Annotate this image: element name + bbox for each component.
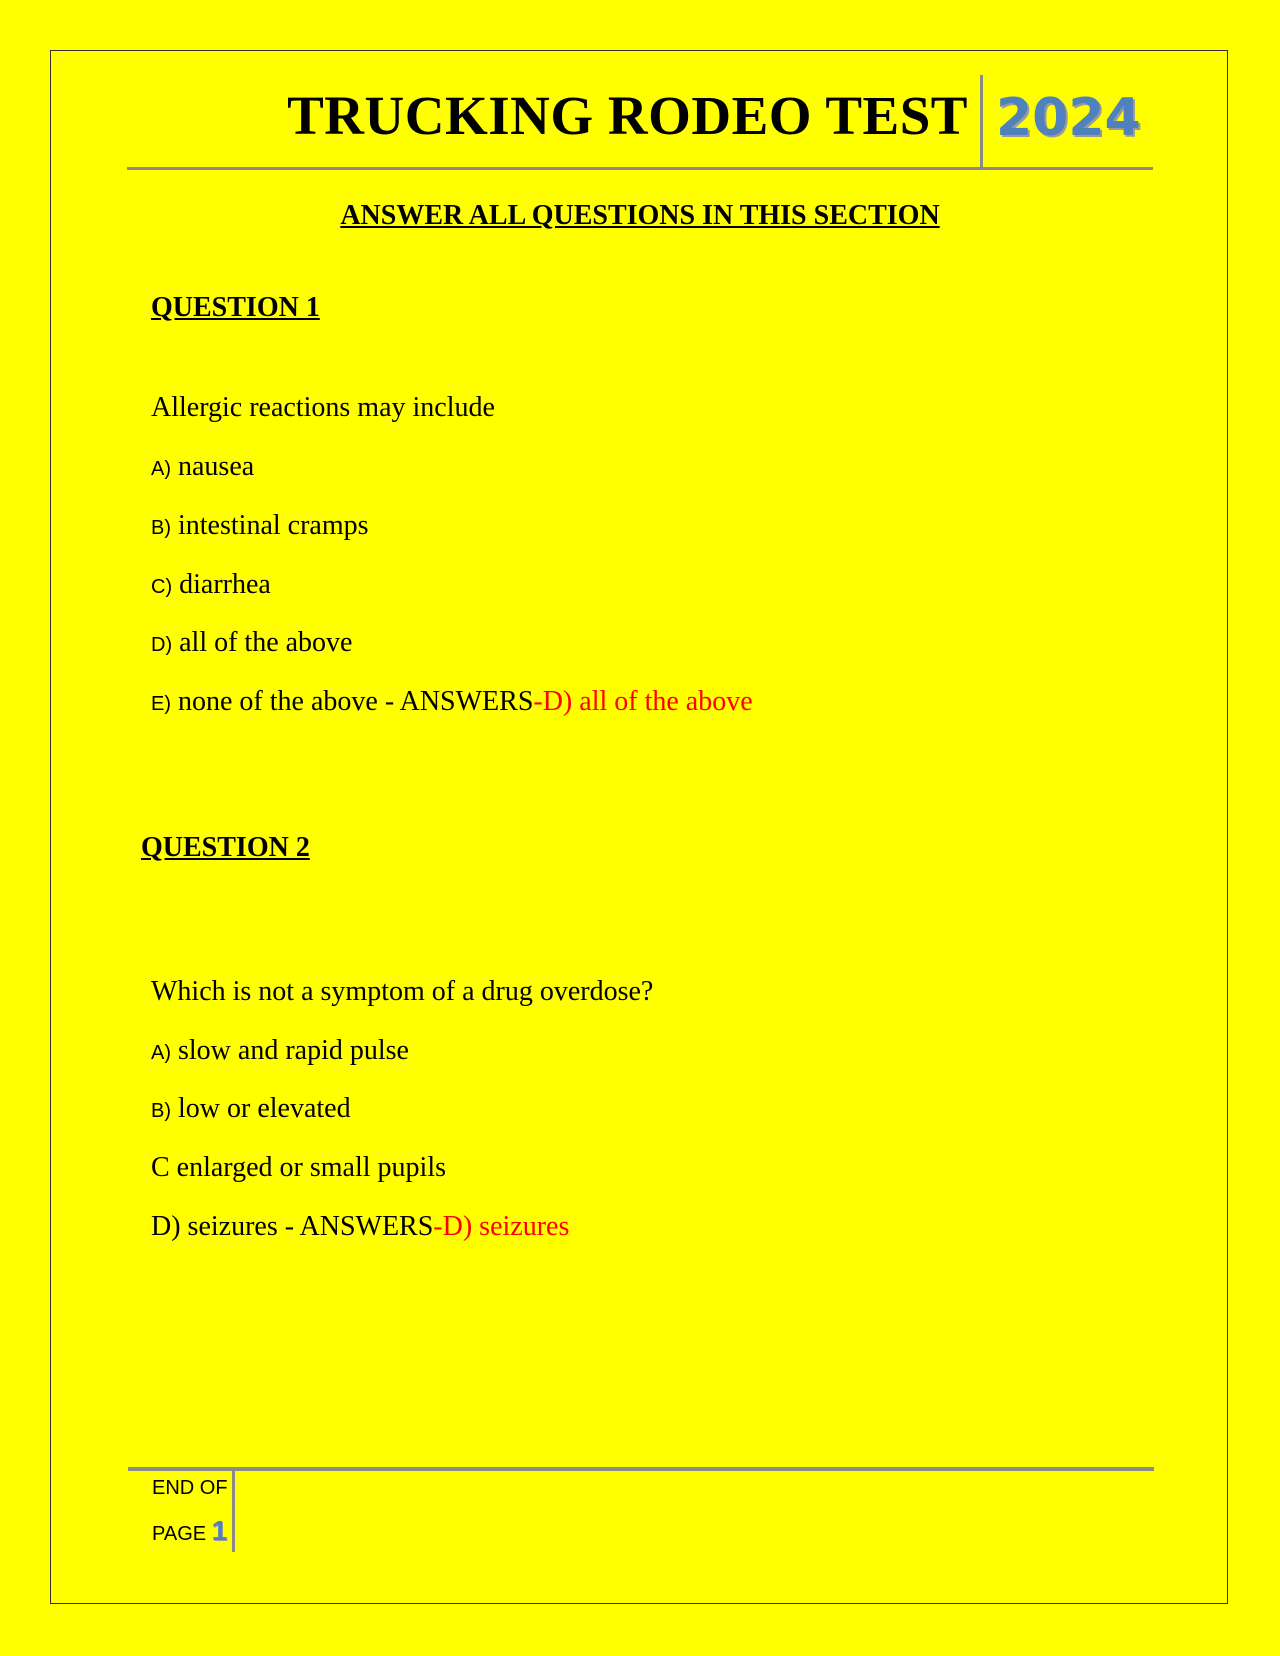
option-letter: A) xyxy=(151,458,171,480)
option-letter: B) xyxy=(151,1100,171,1122)
question-2-heading: QUESTION 2 xyxy=(141,832,310,863)
option-text: diarrhea xyxy=(179,569,271,600)
option-text: nausea xyxy=(178,451,255,482)
question-1-option-c xyxy=(151,569,271,601)
option-text: all of the above xyxy=(179,627,353,658)
question-1-option-b xyxy=(151,510,369,542)
document-year: 2024 xyxy=(996,88,1141,148)
option-letter: E) xyxy=(151,693,171,715)
footer-page-word: PAGE xyxy=(152,1523,207,1545)
page-border xyxy=(50,50,1228,1604)
question-2-answer: -D) seizures xyxy=(433,1211,570,1242)
option-text: intestinal cramps xyxy=(178,510,369,541)
page-number: 1 xyxy=(211,1515,228,1546)
question-1-prompt: Allergic reactions may include xyxy=(151,392,495,423)
footer-rule xyxy=(128,1467,1154,1471)
option-letter: D) xyxy=(151,634,173,656)
option-text: low or elevated xyxy=(178,1093,351,1124)
question-1-option-d xyxy=(151,627,352,659)
option-text: slow and rapid pulse xyxy=(178,1035,409,1066)
option-letter: A) xyxy=(151,1042,171,1064)
question-2-prompt: Which is not a symptom of a drug overdose? xyxy=(151,976,654,1007)
option-letter: C) xyxy=(151,576,173,598)
question-1-option-e xyxy=(151,686,753,718)
option-text: D) seizures - ANSWERS xyxy=(151,1211,434,1242)
option-text: none of the above - ANSWERS xyxy=(178,686,534,717)
document-title: TRUCKING RODEO TEST xyxy=(287,85,968,146)
footer-end-of: END OF xyxy=(152,1477,228,1499)
header-rule xyxy=(127,167,1153,170)
question-1-heading: QUESTION 1 xyxy=(151,292,320,323)
question-2-option-b xyxy=(151,1093,351,1125)
header-divider xyxy=(980,75,983,169)
question-2-option-d xyxy=(151,1211,569,1243)
option-letter: B) xyxy=(151,517,171,539)
footer-page-label xyxy=(152,1515,227,1547)
question-2-option-c: C enlarged or small pupils xyxy=(151,1152,446,1183)
question-2-option-a xyxy=(151,1035,409,1067)
question-1-answer: -D) all of the above xyxy=(533,686,753,717)
footer-divider xyxy=(232,1470,235,1552)
section-heading: ANSWER ALL QUESTIONS IN THIS SECTION xyxy=(340,200,940,231)
question-1-option-a xyxy=(151,451,254,483)
